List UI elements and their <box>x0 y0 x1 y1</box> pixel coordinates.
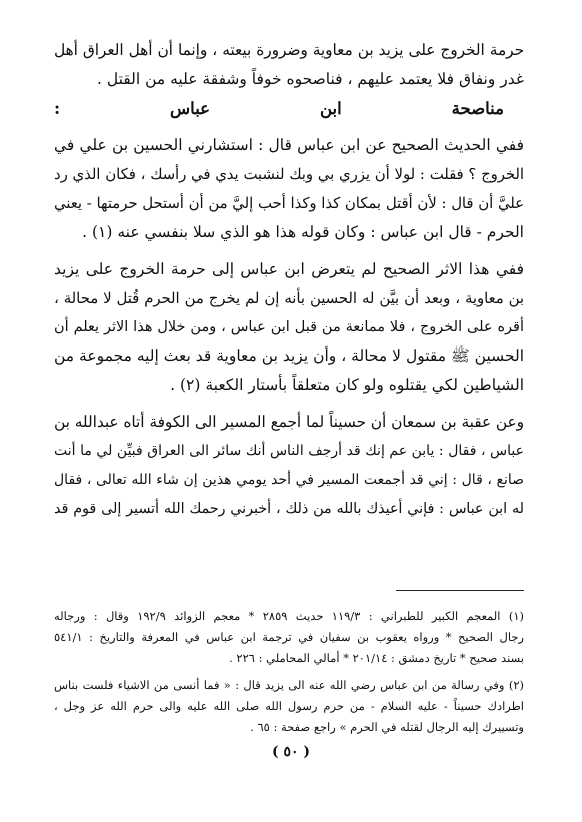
footnote-line: (٢) وفي رسالة من ابن عباس رضي الله عنه الى يزيد قال : « فما أنسى من الاشياء فلست بناس <box>54 678 524 692</box>
section-heading: مناصحة ابن عباس : <box>54 99 504 118</box>
main-text <box>54 36 524 524</box>
text-line: أقره على الخروج ، فلا ممانعة من قبل ابن عباس ، ومن خلال هذا الاثر يعلم أن <box>54 319 524 335</box>
text-line: حرمة الخروج على يزيد بن معاوية وضرورة بيعته ، وإنما أن أهل العراق أهل <box>54 41 524 59</box>
footnote-separator <box>396 590 524 591</box>
text-line: الخروج ؟ فقلت : لولا أن يزري بي وبك لنشبت يدي في رأسك ، فكان الذي رد <box>54 166 524 183</box>
footnotes <box>54 606 524 738</box>
text-line: الحسين ﷺ مقتول لا محالة ، وأن يزيد بن معاوية قد بعث إليه مجموعة من <box>54 347 524 365</box>
text-line: ففي هذا الاثر الصحيح لم يتعرض ابن عباس إلى حرمة الخروج على يزيد <box>54 260 524 278</box>
text-line: له ابن عباس : فإني أعيذك بالله من ذلك ، أخبرني رحمك الله أتسير إلى قوم قد <box>54 501 524 517</box>
text-line: الحرم - قال ابن عباس : وكان قوله هذا هو الذي سلا بنفسي عنه (١) . <box>82 223 524 241</box>
text-line: غدر ونفاق فلا يعتمد عليهم ، فناصحوه خوفاً وشفقة عليه من القتل . <box>97 70 524 88</box>
text-line: الشياطين لكي يقتلوه ولو كان متعلقاً بأستار الكعبة (٢) . <box>170 376 524 394</box>
text-line: وعن عقبة بن سمعان أن حسيناً لما أجمع المسير الى الكوفة أتاه عبدالله بن <box>54 413 524 431</box>
text-line: عباس ، فقال : يابن عم إنك قد أرجف الناس أنك سائر الى العراق فبيِّن لي ما أنت <box>54 443 524 459</box>
text-line: ففي الحديث الصحيح عن ابن عباس قال : استشارني الحسين بن علي في <box>54 136 524 154</box>
footnote-line: بسند صحيح * تاريخ دمشق : ٢٠١/١٤ * أمالي المحاملي : ٢٢٦ . <box>229 651 524 665</box>
text-line: بن معاوية ، وبعد أن بيَّن له الحسين بأنه إن لم يخرج من الحرم قُتل لا محالة ، <box>54 290 524 307</box>
footnote-line: (١) المعجم الكبير للطبراني : ١١٩/٣ حديث ٢٨٥٩ * معجم الزوائد ١٩٢/٩ وقال : ورجاله <box>54 609 524 623</box>
footnote-line: وتسييرك إليه الرجال لقتله في الحرم » راجع صفحة : ٦٥ . <box>250 720 524 734</box>
footnote-line: اطرادك حسيناً - عليه السلام - من حرم رسول الله صلى الله عليه والى حرم الله عز وجل ، <box>54 699 524 713</box>
text-line: صانع ، قال : إني قد أجمعت المسير في أحد يومي هذين إن شاء الله تعالى ، فقال <box>54 472 524 488</box>
page-number: ( ٥٠ ) <box>271 744 311 760</box>
text-line: عليَّ أن قال : لأن أقتل بمكان كذا وكذا أحب إليَّ من أن أستحل حرمتها - يعني <box>54 195 524 212</box>
footnote-line: رجال الصحيح * ورواه يعقوب بن سفيان في ترجمة ابن عباس في المعرفة والتاريخ : ٥٤١/١ <box>54 630 524 644</box>
